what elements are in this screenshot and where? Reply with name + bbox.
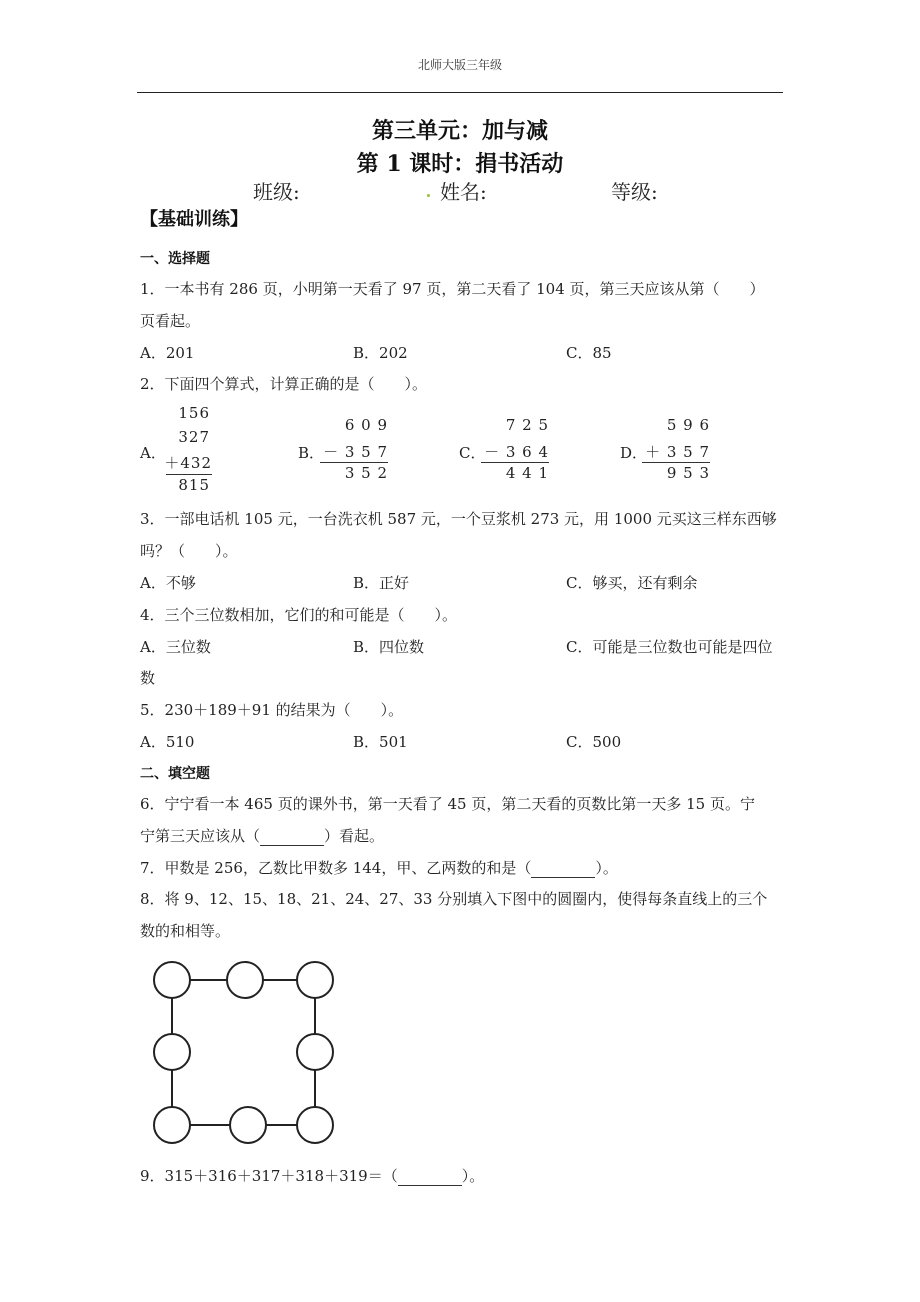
q3-line2: 吗？（ ）。	[140, 542, 238, 560]
q2-b-rule	[320, 462, 388, 463]
q8-circle-diagram	[150, 955, 350, 1155]
q2-a-addend3: ＋432	[164, 454, 212, 472]
q1-option-b: B．202	[353, 344, 408, 362]
q4-text: 4．三个三位数相加，它们的和可能是（ ）。	[140, 606, 458, 624]
q9-line	[140, 1165, 484, 1186]
q6-line2	[140, 825, 384, 846]
q2-c-result: 4 4 1	[505, 464, 549, 482]
q2-calc-c	[479, 416, 549, 486]
q2-d-result: 9 5 3	[666, 464, 710, 482]
q2-calc-b	[318, 416, 388, 486]
q2-b-subtrahend: － 3 5 7	[323, 443, 388, 461]
lesson-title: 第 1 课时：捐书活动	[356, 151, 564, 177]
q2-a-rule	[166, 474, 212, 475]
q9-post: ）。	[461, 1167, 485, 1185]
q4-option-c: C．可能是三位数也可能是四位	[566, 638, 773, 656]
diagram-circle-bottom-middle[interactable]	[230, 1107, 266, 1143]
header-rule	[137, 92, 783, 93]
q1-option-c: C．85	[566, 344, 612, 362]
q1-option-a: A．201	[140, 344, 195, 362]
q2-a-addend1: 156	[178, 404, 210, 422]
q7-line	[140, 857, 618, 878]
q2-d-addend2: ＋ 3 5 7	[645, 443, 710, 461]
q4-option-c-wrap: 数	[140, 669, 156, 687]
q2-c-rule	[481, 462, 549, 463]
part1-heading: 一、选择题	[140, 251, 210, 267]
q2-label-c: C．	[459, 444, 486, 462]
q2-calc-a	[160, 404, 212, 494]
q3-option-a: A．不够	[140, 574, 196, 592]
q2-text: 2．下面四个算式，计算正确的是（ ）。	[140, 375, 428, 393]
q5-text: 5．230＋189＋91 的结果为（ ）。	[140, 701, 404, 719]
q7-post: ）。	[595, 859, 618, 877]
q2-b-result: 3 5 2	[344, 464, 388, 482]
q1-line1: 1．一本书有 286 页，小明第一天看了 97 页，第二天看了 104 页，第三天应该从第（ ）	[140, 280, 765, 298]
q5-option-c: C．500	[566, 733, 622, 751]
q2-d-rule	[642, 462, 710, 463]
q3-option-b: B．正好	[353, 574, 410, 592]
name-label: 姓名:	[440, 180, 487, 204]
q5-option-b: B．501	[353, 733, 408, 751]
q7-answer-blank[interactable]	[531, 859, 595, 878]
q6-line2-pre: 宁第三天应该从（	[140, 827, 261, 845]
part2-heading: 二、填空题	[140, 766, 210, 782]
q2-label-a: A．	[140, 444, 166, 462]
q8-line2: 数的和相等。	[140, 922, 231, 940]
q2-c-minuend: 7 2 5	[505, 416, 549, 434]
q5-option-a: A．510	[140, 733, 195, 751]
q8-line1: 8．将 9、12、15、18、21、24、27、33 分别填入下图中的圆圈内，使得每条直线上的三个	[140, 890, 768, 908]
marker-dot	[427, 194, 430, 197]
diagram-circle-middle-left[interactable]	[154, 1034, 190, 1070]
page-header: 北师大版三年级	[417, 58, 502, 72]
q2-a-addend2: 327	[178, 428, 210, 446]
q3-line1: 3．一部电话机 105 元，一台洗衣机 587 元，一个豆浆机 273 元，用 1000 元买这三样东西够	[140, 510, 777, 528]
q6-line1: 6．宁宁看一本 465 页的课外书，第一天看了 45 页，第二天看的页数比第一天多 15 页。宁	[140, 795, 755, 813]
q2-label-d: D．	[620, 444, 648, 462]
diagram-circle-top-middle[interactable]	[227, 962, 263, 998]
q2-c-subtrahend: － 3 6 4	[484, 443, 549, 461]
q2-d-addend1: 5 9 6	[666, 416, 710, 434]
grade-label: 等级:	[611, 180, 658, 204]
class-label: 班级:	[253, 180, 300, 204]
q1-line2: 页看起。	[140, 312, 201, 330]
q9-answer-blank[interactable]	[398, 1167, 462, 1186]
section-basic-training: 【基础训练】	[140, 209, 248, 230]
q7-pre: 7．甲数是 256，乙数比甲数多 144，甲、乙两数的和是（	[140, 859, 532, 877]
q9-pre: 9．315＋316＋317＋318＋319＝（	[140, 1167, 398, 1185]
unit-title: 第三单元：加与减	[371, 118, 548, 144]
q3-option-c: C．够买，还有剩余	[566, 574, 698, 592]
q4-option-a: A．三位数	[140, 638, 211, 656]
diagram-circle-bottom-left[interactable]	[154, 1107, 190, 1143]
diagram-circle-top-left[interactable]	[154, 962, 190, 998]
q6-line2-post: ）看起。	[324, 827, 385, 845]
q6-answer-blank[interactable]	[260, 827, 324, 846]
diagram-circle-bottom-right[interactable]	[297, 1107, 333, 1143]
q4-option-b: B．四位数	[353, 638, 425, 656]
q2-label-b: B．	[298, 444, 325, 462]
q2-a-result: 815	[178, 476, 210, 494]
diagram-circle-middle-right[interactable]	[297, 1034, 333, 1070]
q2-calc-d	[640, 416, 710, 486]
diagram-circle-top-right[interactable]	[297, 962, 333, 998]
q2-b-minuend: 6 0 9	[344, 416, 388, 434]
